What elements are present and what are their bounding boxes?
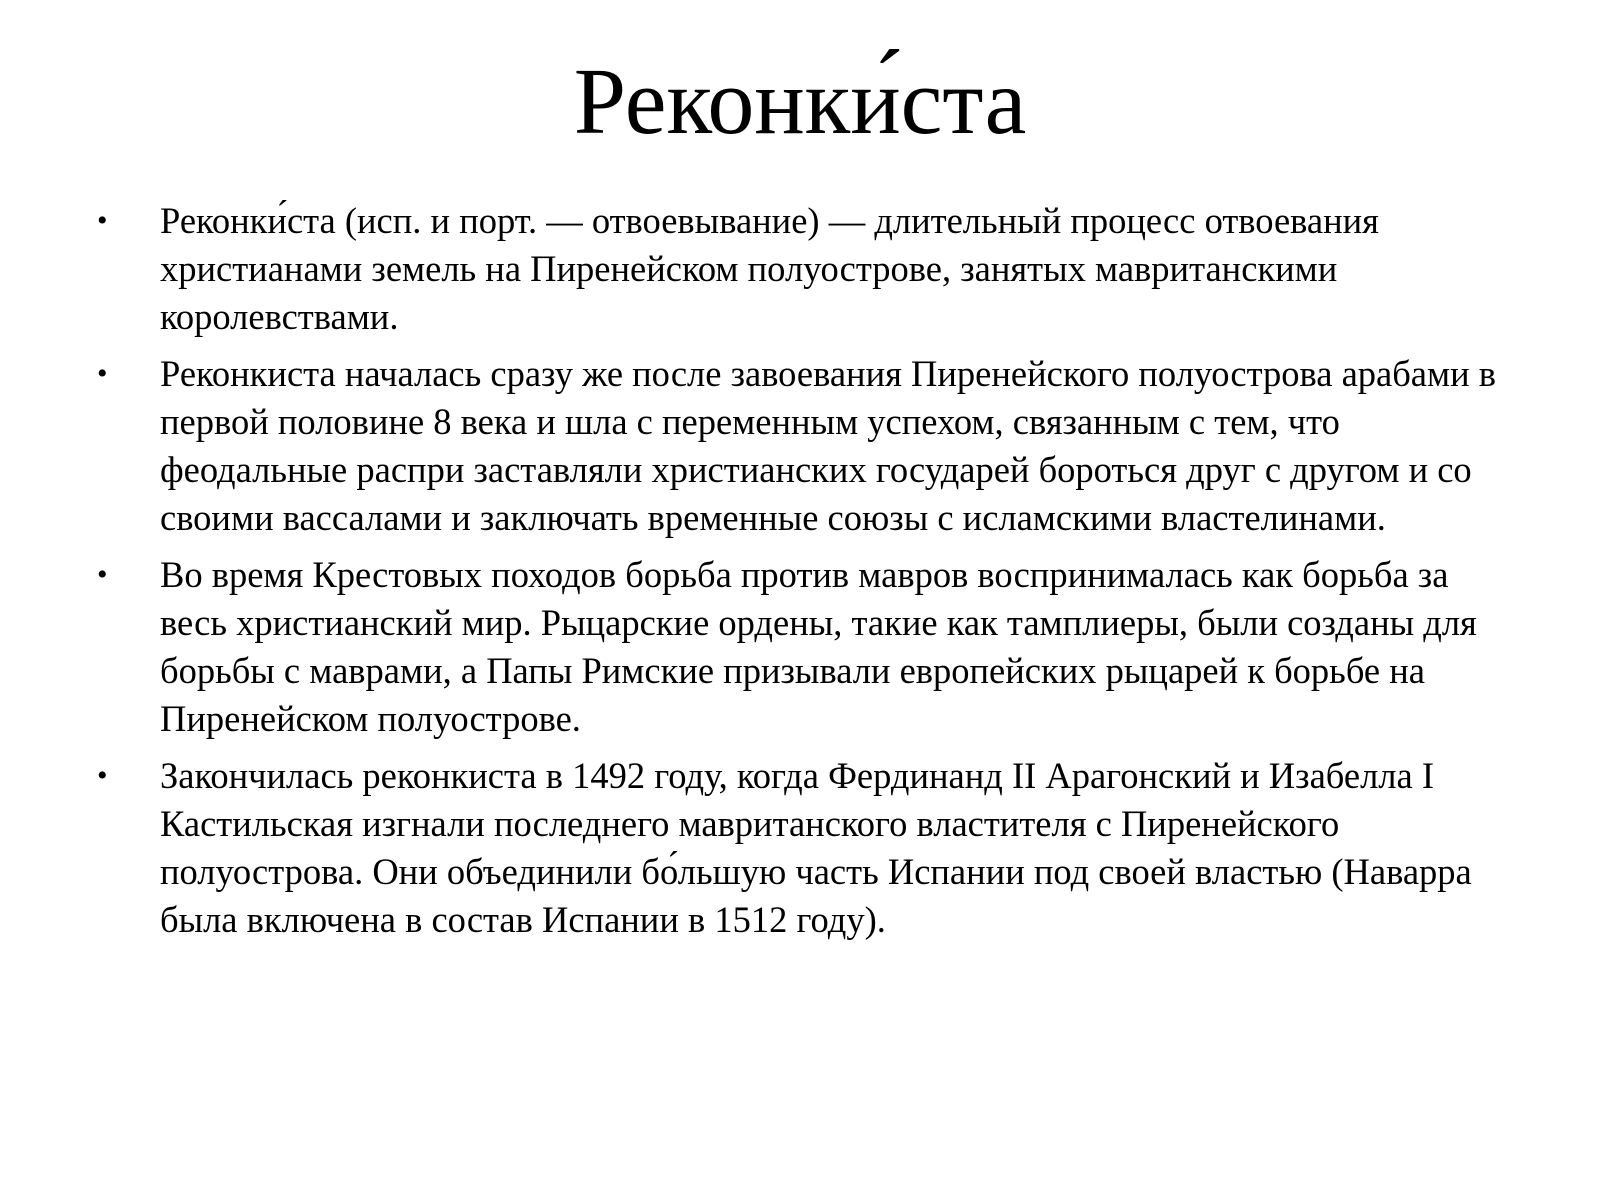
bullet-item-4 — [97, 752, 1517, 944]
bullet-list — [97, 197, 1517, 953]
bullet-dot-icon: • — [97, 204, 108, 237]
bullet-text: Во время Крестовых походов борьба против мавров воспринималась как борьба за весь христианский мир. Рыцарские ордены, такие как тамплиеры, были созданы для борьбы с маврами, а Папы Римские призывали европейских рыцарей к борьбе на Пиренейском полуострове. — [160, 554, 1477, 739]
bullet-text: Реконки́ста (исп. и порт. — отвоевывание) — длительный процесс отвоевания христианами земель на Пиренейском полуострове, занятых мавританскими королевствами. — [160, 200, 1379, 337]
bullet-dot-icon: • — [97, 558, 108, 591]
bullet-item-1 — [97, 197, 1517, 341]
bullet-text: Реконкиста началась сразу же после завоевания Пиренейского полуострова арабами в первой половине 8 века и шла с переменным успехом, связанным с тем, что феодальные распри заставляли христианских государей бороться друг с другом и со своими вассалами и заключать временные союзы с исламскими властелинами. — [160, 353, 1496, 538]
bullet-dot-icon: • — [97, 357, 108, 390]
bullet-dot-icon: • — [97, 759, 108, 792]
bullet-item-2 — [97, 350, 1517, 542]
slide-title: Реконки́ста — [573, 50, 1027, 154]
bullet-item-3 — [97, 551, 1517, 743]
bullet-text: Закончилась реконкиста в 1492 году, когда Фердинанд II Арагонский и Изабелла I Кастильская изгнали последнего мавританского властителя с Пиренейского полуострова. Они объединили бо́льшую часть Испании под своей властью (Наварра была включена в состав Испании в 1512 году). — [160, 755, 1472, 940]
